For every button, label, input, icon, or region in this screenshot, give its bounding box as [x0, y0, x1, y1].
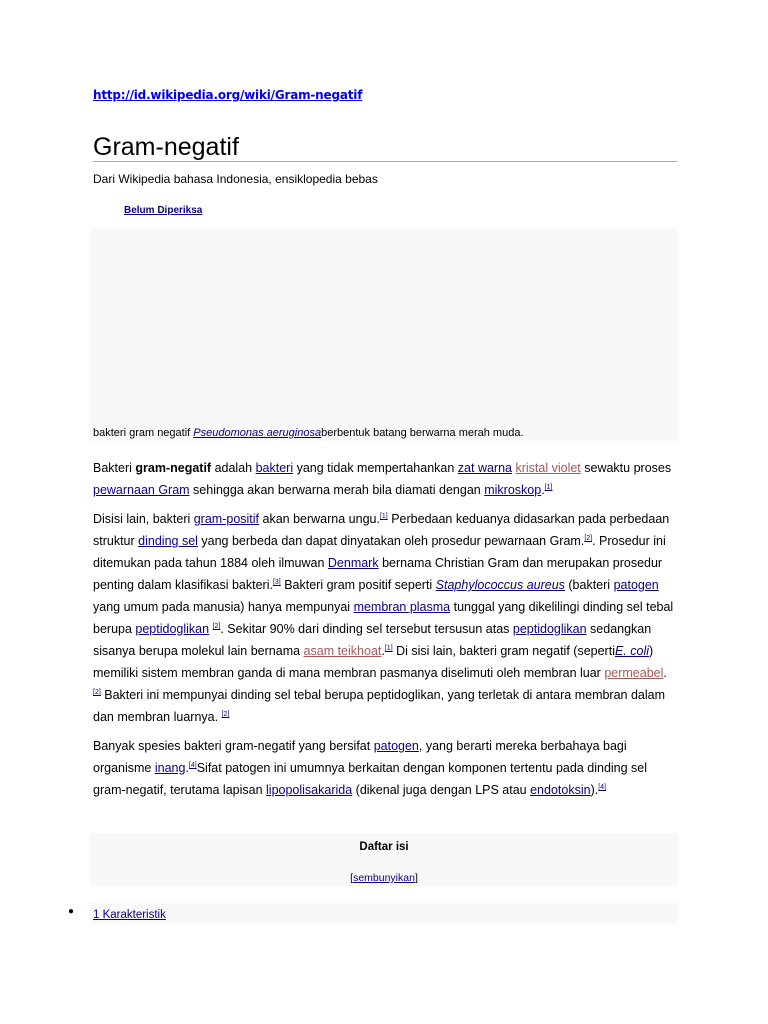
link-kristal-violet[interactable]: kristal violet [515, 461, 581, 475]
text: Perbedaan keduanya didasarkan pada perbedaan struktur [93, 512, 670, 548]
text: ). [590, 783, 599, 797]
text: akan berwarna ungu. [259, 512, 380, 526]
text: . [541, 483, 545, 497]
paragraph-intro [93, 457, 678, 501]
toc-item-karakteristik[interactable]: 1 Karakteristik [93, 909, 166, 921]
toc-title: Daftar isi [359, 841, 409, 853]
link-bakteri[interactable]: bakteri [255, 461, 294, 475]
toc-bracket-close: ] [414, 872, 418, 884]
text: adalah [211, 461, 256, 475]
source-url-link[interactable]: http://id.wikipedia.org/wiki/Gram-negatif [93, 88, 363, 102]
tagline: Dari Wikipedia bahasa Indonesia, ensiklopedia bebas [93, 172, 378, 186]
toc-hide-link[interactable]: sembunyikan [353, 872, 415, 884]
link-inang[interactable]: inang [154, 761, 186, 775]
link-asam-teikhoat[interactable]: asam teikhoat [303, 644, 382, 658]
text: . [381, 644, 385, 658]
text: . [185, 761, 189, 775]
reference-link[interactable]: [1] [544, 484, 553, 491]
bold-term: gram-negatif [135, 461, 212, 475]
reference-link[interactable]: [4] [188, 762, 197, 769]
link-denmark[interactable]: Denmark [327, 556, 379, 570]
text: bernama Christian Gram dan merupakan prosedur penting dalam klasifikasi bakteri. [93, 556, 663, 592]
reference-link[interactable]: [1] [379, 513, 388, 520]
bullet-icon: ● [68, 906, 75, 917]
link-patogen[interactable]: patogen [373, 739, 419, 753]
text: sehingga akan berwarna merah bila diamati dengan [189, 483, 485, 497]
reference-link[interactable]: [3] [272, 579, 281, 586]
link-e-coli[interactable]: E. coli [614, 644, 650, 658]
paragraph-pathogens [93, 735, 678, 801]
text: sewaktu proses [580, 461, 672, 475]
link-staphylococcus-aureus[interactable]: Staphylococcus aureus [435, 578, 565, 592]
text: ) memiliki sistem membran ganda di mana membran pasmanya diselimuti oleh membran luar [93, 644, 654, 680]
reference-link[interactable]: [2] [584, 535, 593, 542]
caption-suffix: berbentuk batang berwarna merah muda. [321, 427, 524, 439]
link-dinding-sel[interactable]: dinding sel [138, 534, 198, 548]
link-gram-positif[interactable]: gram-positif [193, 512, 260, 526]
caption-species-link[interactable]: Pseudomonas aeruginosa [193, 427, 322, 439]
reference-link[interactable]: [2] [221, 711, 230, 718]
link-zat-warna[interactable]: zat warna [457, 461, 512, 475]
text: Bakteri gram positif seperti [280, 578, 436, 592]
reference-link[interactable]: [2] [93, 689, 101, 696]
toc-list [68, 903, 678, 924]
unchecked-status-link[interactable]: Belum Diperiksa [124, 205, 203, 216]
text: Di sisi lain, bakteri gram negatif (seperti [392, 644, 615, 658]
text: Disisi lain, bakteri [93, 512, 194, 526]
reference-link[interactable]: [4] [598, 784, 607, 791]
article-body [93, 457, 678, 808]
link-membran-plasma[interactable]: membran plasma [353, 600, 451, 614]
link-peptidoglikan[interactable]: peptidoglikan [512, 622, 587, 636]
text: yang tidak mempertahankan [293, 461, 458, 475]
reference-link[interactable]: [1] [384, 645, 393, 652]
toc-toggle [90, 872, 678, 884]
text: yang umum pada manusia) hanya mempunyai [93, 600, 354, 614]
reference-link[interactable]: [2] [212, 623, 221, 630]
text: tunggal yang dikelilingi dinding sel tebal berupa [93, 600, 674, 636]
text: . [663, 666, 667, 680]
text: , yang berarti mereka berbahaya bagi organisme [93, 739, 627, 775]
text: sedangkan sisanya berupa molekul lain bernama [93, 622, 652, 658]
text: Bakteri ini mempunyai dinding sel tebal berupa peptidoglikan, yang terletak di antara membran dalam dan membran luarnya. [93, 688, 666, 724]
page-title: Gram-negatif [93, 133, 677, 162]
text: (dikenal juga dengan LPS atau [352, 783, 531, 797]
link-endotoksin[interactable]: endotoksin [530, 783, 591, 797]
link-permeabel[interactable]: permeabel [604, 666, 664, 680]
text: Banyak spesies bakteri gram-negatif yang bersifat [93, 739, 374, 753]
image-figure [90, 228, 678, 441]
text: . Sekitar 90% dari dinding sel tersebut tersusun atas [220, 622, 513, 636]
figure-caption [93, 427, 524, 440]
link-peptidoglikan[interactable]: peptidoglikan [135, 622, 210, 636]
link-lipopolisakarida[interactable]: lipopolisakarida [266, 783, 353, 797]
toc-bracket-open: [ [350, 872, 354, 884]
text: yang berbeda dan dapat dinyatakan oleh prosedur pewarnaan Gram. [197, 534, 585, 548]
text: Sifat patogen ini umumnya berkaitan dengan komponen tertentu pada dinding sel gram-negatif, terutama lapisan [93, 761, 648, 797]
link-patogen[interactable]: patogen [613, 578, 659, 592]
table-of-contents [90, 833, 678, 886]
text: Bakteri [93, 461, 136, 475]
caption-prefix: bakteri gram negatif [93, 427, 194, 439]
paragraph-structure [93, 508, 678, 728]
link-mikroskop[interactable]: mikroskop [484, 483, 542, 497]
link-pewarnaan-gram[interactable]: pewarnaan Gram [93, 483, 190, 497]
text: . Prosedur ini ditemukan pada tahun 1884 oleh ilmuwan [93, 534, 666, 570]
text: (bakteri [564, 578, 614, 592]
